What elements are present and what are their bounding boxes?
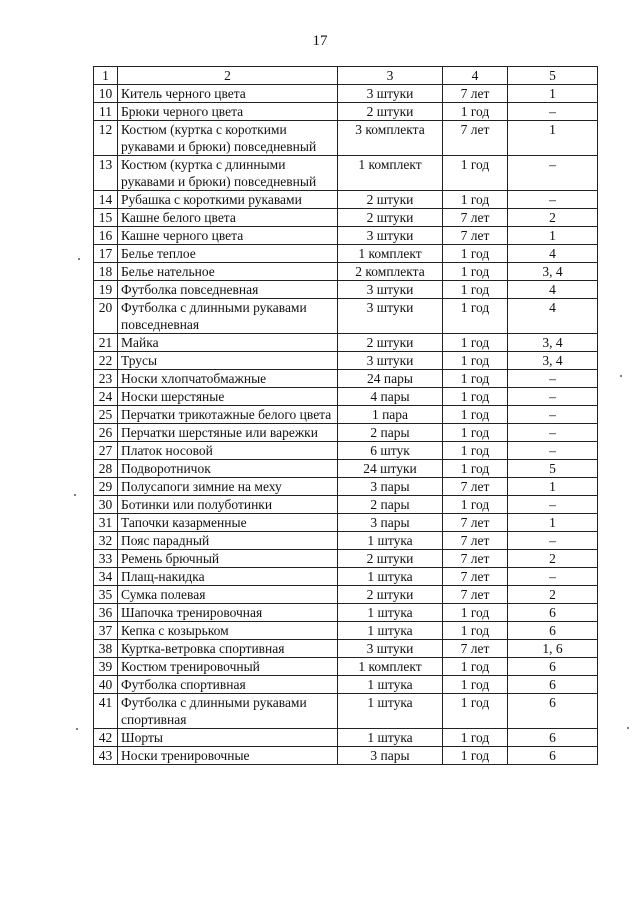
item-name: Футболка спортивная — [118, 676, 338, 694]
item-name: Носки шерстяные — [118, 388, 338, 406]
item-quantity: 3 пары — [338, 747, 443, 765]
row-number: 24 — [94, 388, 118, 406]
header-col-1: 1 — [94, 67, 118, 85]
wear-term: 1 год — [443, 658, 508, 676]
item-note: 5 — [508, 460, 598, 478]
item-name: Майка — [118, 334, 338, 352]
item-quantity: 2 штуки — [338, 209, 443, 227]
item-note: – — [508, 191, 598, 209]
row-number: 42 — [94, 729, 118, 747]
item-name: Белье нательное — [118, 263, 338, 281]
table-row — [94, 227, 598, 245]
row-number: 28 — [94, 460, 118, 478]
table-row — [94, 694, 598, 729]
row-number: 34 — [94, 568, 118, 586]
item-quantity: 3 штуки — [338, 352, 443, 370]
row-number: 32 — [94, 532, 118, 550]
item-name: Кашне белого цвета — [118, 209, 338, 227]
item-name: Шорты — [118, 729, 338, 747]
item-name: Перчатки шерстяные или варежки — [118, 424, 338, 442]
table-row — [94, 658, 598, 676]
row-number: 33 — [94, 550, 118, 568]
item-quantity: 3 штуки — [338, 299, 443, 334]
page-number: 17 — [312, 33, 328, 49]
row-number: 35 — [94, 586, 118, 604]
header-col-4: 4 — [443, 67, 508, 85]
item-note: – — [508, 370, 598, 388]
row-number: 37 — [94, 622, 118, 640]
item-name: Костюм (куртка с короткими рукавами и брюки) повседневный — [118, 121, 338, 156]
table-row — [94, 604, 598, 622]
table-row — [94, 622, 598, 640]
item-note: 2 — [508, 550, 598, 568]
item-quantity: 3 пары — [338, 514, 443, 532]
wear-term: 7 лет — [443, 640, 508, 658]
item-note: – — [508, 406, 598, 424]
table-row — [94, 299, 598, 334]
item-note: – — [508, 496, 598, 514]
header-col-3: 3 — [338, 67, 443, 85]
item-note: 6 — [508, 676, 598, 694]
row-number: 21 — [94, 334, 118, 352]
item-quantity: 2 пары — [338, 496, 443, 514]
row-number: 39 — [94, 658, 118, 676]
item-note: – — [508, 103, 598, 121]
item-note: 6 — [508, 622, 598, 640]
row-number: 22 — [94, 352, 118, 370]
table-row — [94, 676, 598, 694]
items-table — [93, 66, 598, 765]
item-note: – — [508, 388, 598, 406]
table-row — [94, 406, 598, 424]
item-name: Плащ-накидка — [118, 568, 338, 586]
item-name: Сумка полевая — [118, 586, 338, 604]
table-row — [94, 586, 598, 604]
row-number: 13 — [94, 156, 118, 191]
item-note: 3, 4 — [508, 352, 598, 370]
item-name: Носки хлопчатобмажные — [118, 370, 338, 388]
item-note: 3, 4 — [508, 334, 598, 352]
row-number: 11 — [94, 103, 118, 121]
row-number: 36 — [94, 604, 118, 622]
item-quantity: 24 штуки — [338, 460, 443, 478]
item-name: Шапочка тренировочная — [118, 604, 338, 622]
table-row — [94, 121, 598, 156]
item-note: 6 — [508, 604, 598, 622]
row-number: 26 — [94, 424, 118, 442]
wear-term: 7 лет — [443, 550, 508, 568]
item-name: Носки тренировочные — [118, 747, 338, 765]
item-name: Полусапоги зимние на меху — [118, 478, 338, 496]
wear-term: 1 год — [443, 442, 508, 460]
table-header-row — [94, 67, 598, 85]
row-number: 40 — [94, 676, 118, 694]
item-quantity: 2 штуки — [338, 191, 443, 209]
item-quantity: 3 комплекта — [338, 121, 443, 156]
wear-term: 1 год — [443, 460, 508, 478]
item-quantity: 1 штука — [338, 729, 443, 747]
row-number: 30 — [94, 496, 118, 514]
item-name: Белье теплое — [118, 245, 338, 263]
wear-term: 1 год — [443, 103, 508, 121]
wear-term: 7 лет — [443, 85, 508, 103]
table-row — [94, 370, 598, 388]
table-row — [94, 729, 598, 747]
item-note: 1 — [508, 227, 598, 245]
wear-term: 7 лет — [443, 568, 508, 586]
table-body — [94, 85, 598, 765]
table-row — [94, 191, 598, 209]
wear-term: 7 лет — [443, 586, 508, 604]
item-quantity: 3 штуки — [338, 281, 443, 299]
item-name: Кепка с козырьком — [118, 622, 338, 640]
item-quantity: 2 комплекта — [338, 263, 443, 281]
item-quantity: 1 штука — [338, 568, 443, 586]
wear-term: 1 год — [443, 191, 508, 209]
scan-speck — [78, 258, 80, 260]
table-row — [94, 388, 598, 406]
table-row — [94, 532, 598, 550]
row-number: 25 — [94, 406, 118, 424]
table-row — [94, 442, 598, 460]
item-quantity: 2 штуки — [338, 586, 443, 604]
row-number: 41 — [94, 694, 118, 729]
table-row — [94, 478, 598, 496]
wear-term: 1 год — [443, 352, 508, 370]
table-row — [94, 460, 598, 478]
item-note: 2 — [508, 586, 598, 604]
item-note: – — [508, 568, 598, 586]
row-number: 12 — [94, 121, 118, 156]
item-quantity: 1 комплект — [338, 156, 443, 191]
wear-term: 1 год — [443, 676, 508, 694]
scan-speck — [76, 728, 78, 730]
item-quantity: 4 пары — [338, 388, 443, 406]
item-note: 6 — [508, 658, 598, 676]
wear-term: 1 год — [443, 496, 508, 514]
table-row — [94, 156, 598, 191]
wear-term: 7 лет — [443, 121, 508, 156]
item-quantity: 2 пары — [338, 424, 443, 442]
item-quantity: 1 штука — [338, 676, 443, 694]
wear-term: 1 год — [443, 729, 508, 747]
table-row — [94, 747, 598, 765]
item-quantity: 24 пары — [338, 370, 443, 388]
wear-term: 1 год — [443, 281, 508, 299]
item-quantity: 2 штуки — [338, 550, 443, 568]
wear-term: 7 лет — [443, 532, 508, 550]
item-note: 1 — [508, 121, 598, 156]
item-quantity: 1 штука — [338, 694, 443, 729]
item-note: – — [508, 424, 598, 442]
table-row — [94, 103, 598, 121]
row-number: 20 — [94, 299, 118, 334]
table-row — [94, 496, 598, 514]
item-quantity: 2 штуки — [338, 103, 443, 121]
item-note: – — [508, 156, 598, 191]
wear-term: 1 год — [443, 406, 508, 424]
item-quantity: 3 штуки — [338, 85, 443, 103]
table-row — [94, 640, 598, 658]
wear-term: 7 лет — [443, 514, 508, 532]
item-note: 4 — [508, 281, 598, 299]
item-note: – — [508, 442, 598, 460]
item-quantity: 1 штука — [338, 532, 443, 550]
item-name: Кашне черного цвета — [118, 227, 338, 245]
item-name: Футболка повседневная — [118, 281, 338, 299]
table-row — [94, 568, 598, 586]
item-note: 3, 4 — [508, 263, 598, 281]
item-name: Китель черного цвета — [118, 85, 338, 103]
item-note: 1 — [508, 514, 598, 532]
item-quantity: 3 штуки — [338, 227, 443, 245]
row-number: 15 — [94, 209, 118, 227]
item-quantity: 1 пара — [338, 406, 443, 424]
item-name: Трусы — [118, 352, 338, 370]
wear-term: 1 год — [443, 334, 508, 352]
item-note: 6 — [508, 729, 598, 747]
item-note: 4 — [508, 245, 598, 263]
row-number: 19 — [94, 281, 118, 299]
item-name: Перчатки трикотажные белого цвета — [118, 406, 338, 424]
wear-term: 1 год — [443, 156, 508, 191]
wear-term: 1 год — [443, 622, 508, 640]
item-quantity: 1 штука — [338, 622, 443, 640]
header-col-5: 5 — [508, 67, 598, 85]
item-name: Подворотничок — [118, 460, 338, 478]
item-note: 1, 6 — [508, 640, 598, 658]
item-name: Костюм (куртка с длинными рукавами и брюки) повседневный — [118, 156, 338, 191]
wear-term: 1 год — [443, 747, 508, 765]
wear-term: 7 лет — [443, 227, 508, 245]
item-quantity: 1 комплект — [338, 658, 443, 676]
header-col-2: 2 — [118, 67, 338, 85]
item-name: Костюм тренировочный — [118, 658, 338, 676]
scan-speck — [620, 375, 622, 377]
wear-term: 1 год — [443, 424, 508, 442]
row-number: 16 — [94, 227, 118, 245]
item-note: 1 — [508, 85, 598, 103]
table-row — [94, 209, 598, 227]
table-row — [94, 245, 598, 263]
item-note: 1 — [508, 478, 598, 496]
table-row — [94, 85, 598, 103]
row-number: 17 — [94, 245, 118, 263]
item-name: Футболка с длинными рукавами повседневная — [118, 299, 338, 334]
scan-speck — [627, 727, 629, 729]
item-name: Пояс парадный — [118, 532, 338, 550]
row-number: 43 — [94, 747, 118, 765]
wear-term: 1 год — [443, 299, 508, 334]
row-number: 38 — [94, 640, 118, 658]
wear-term: 1 год — [443, 694, 508, 729]
item-note: 6 — [508, 747, 598, 765]
item-name: Куртка-ветровка спортивная — [118, 640, 338, 658]
item-name: Рубашка с короткими рукавами — [118, 191, 338, 209]
item-quantity: 6 штук — [338, 442, 443, 460]
item-name: Футболка с длинными рукавами спортивная — [118, 694, 338, 729]
row-number: 10 — [94, 85, 118, 103]
wear-term: 1 год — [443, 245, 508, 263]
table-row — [94, 352, 598, 370]
item-name: Ремень брючный — [118, 550, 338, 568]
item-note: 2 — [508, 209, 598, 227]
item-quantity: 3 пары — [338, 478, 443, 496]
row-number: 14 — [94, 191, 118, 209]
item-note: – — [508, 532, 598, 550]
table-row — [94, 550, 598, 568]
table-row — [94, 281, 598, 299]
item-name: Тапочки казарменные — [118, 514, 338, 532]
wear-term: 7 лет — [443, 478, 508, 496]
item-name: Платок носовой — [118, 442, 338, 460]
row-number: 29 — [94, 478, 118, 496]
item-quantity: 1 комплект — [338, 245, 443, 263]
wear-term: 1 год — [443, 370, 508, 388]
row-number: 31 — [94, 514, 118, 532]
table-row — [94, 263, 598, 281]
table-row — [94, 334, 598, 352]
row-number: 18 — [94, 263, 118, 281]
wear-term: 1 год — [443, 604, 508, 622]
row-number: 23 — [94, 370, 118, 388]
item-quantity: 3 штуки — [338, 640, 443, 658]
table-row — [94, 514, 598, 532]
wear-term: 1 год — [443, 388, 508, 406]
wear-term: 7 лет — [443, 209, 508, 227]
table-row — [94, 424, 598, 442]
item-note: 4 — [508, 299, 598, 334]
item-note: 6 — [508, 694, 598, 729]
item-quantity: 1 штука — [338, 604, 443, 622]
scan-speck — [74, 494, 76, 496]
item-quantity: 2 штуки — [338, 334, 443, 352]
row-number: 27 — [94, 442, 118, 460]
wear-term: 1 год — [443, 263, 508, 281]
item-name: Ботинки или полуботинки — [118, 496, 338, 514]
item-name: Брюки черного цвета — [118, 103, 338, 121]
